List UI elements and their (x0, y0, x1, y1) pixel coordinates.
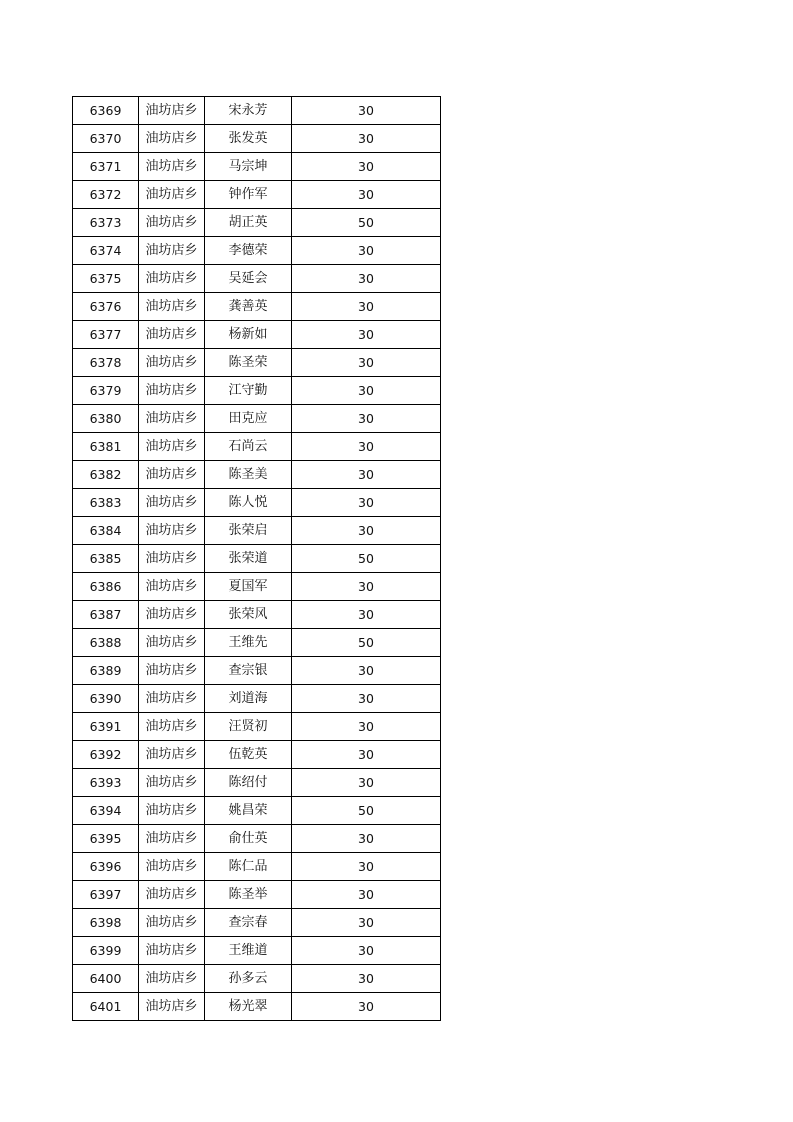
cell-id: 6386 (73, 573, 139, 601)
cell-id: 6392 (73, 741, 139, 769)
cell-name: 钟作军 (205, 181, 292, 209)
cell-town: 油坊店乡 (139, 573, 205, 601)
table-row (73, 265, 441, 293)
cell-name: 查宗春 (205, 909, 292, 937)
cell-amount: 30 (292, 125, 441, 153)
cell-amount: 30 (292, 909, 441, 937)
cell-amount: 30 (292, 601, 441, 629)
cell-id: 6396 (73, 853, 139, 881)
cell-amount: 30 (292, 405, 441, 433)
table-row (73, 321, 441, 349)
table-row (73, 153, 441, 181)
cell-id: 6387 (73, 601, 139, 629)
table-row (73, 433, 441, 461)
table-row (73, 657, 441, 685)
cell-amount: 30 (292, 377, 441, 405)
cell-town: 油坊店乡 (139, 769, 205, 797)
cell-name: 龚善英 (205, 293, 292, 321)
cell-name: 张荣道 (205, 545, 292, 573)
table-row (73, 489, 441, 517)
cell-amount: 30 (292, 321, 441, 349)
cell-town: 油坊店乡 (139, 545, 205, 573)
cell-amount: 30 (292, 181, 441, 209)
cell-amount: 30 (292, 993, 441, 1021)
cell-id: 6369 (73, 97, 139, 125)
cell-town: 油坊店乡 (139, 517, 205, 545)
cell-town: 油坊店乡 (139, 321, 205, 349)
cell-name: 王维先 (205, 629, 292, 657)
cell-town: 油坊店乡 (139, 461, 205, 489)
cell-name: 杨光翠 (205, 993, 292, 1021)
cell-town: 油坊店乡 (139, 349, 205, 377)
cell-name: 张荣启 (205, 517, 292, 545)
cell-amount: 50 (292, 209, 441, 237)
cell-id: 6399 (73, 937, 139, 965)
cell-town: 油坊店乡 (139, 265, 205, 293)
cell-town: 油坊店乡 (139, 293, 205, 321)
table-row (73, 797, 441, 825)
cell-name: 吴延会 (205, 265, 292, 293)
cell-name: 李德荣 (205, 237, 292, 265)
cell-amount: 50 (292, 545, 441, 573)
cell-amount: 30 (292, 881, 441, 909)
cell-name: 查宗银 (205, 657, 292, 685)
table-row (73, 377, 441, 405)
cell-id: 6382 (73, 461, 139, 489)
cell-id: 6400 (73, 965, 139, 993)
cell-town: 油坊店乡 (139, 825, 205, 853)
cell-id: 6388 (73, 629, 139, 657)
cell-amount: 30 (292, 769, 441, 797)
cell-name: 伍乾英 (205, 741, 292, 769)
cell-town: 油坊店乡 (139, 741, 205, 769)
cell-name: 宋永芳 (205, 97, 292, 125)
table-row (73, 209, 441, 237)
cell-id: 6372 (73, 181, 139, 209)
cell-amount: 30 (292, 657, 441, 685)
cell-amount: 30 (292, 965, 441, 993)
cell-town: 油坊店乡 (139, 797, 205, 825)
table-row (73, 685, 441, 713)
cell-name: 杨新如 (205, 321, 292, 349)
cell-name: 夏国军 (205, 573, 292, 601)
cell-id: 6374 (73, 237, 139, 265)
cell-town: 油坊店乡 (139, 713, 205, 741)
cell-id: 6376 (73, 293, 139, 321)
table-row (73, 97, 441, 125)
cell-name: 江守勤 (205, 377, 292, 405)
cell-id: 6393 (73, 769, 139, 797)
cell-town: 油坊店乡 (139, 937, 205, 965)
cell-name: 马宗坤 (205, 153, 292, 181)
cell-name: 汪贤初 (205, 713, 292, 741)
cell-town: 油坊店乡 (139, 657, 205, 685)
cell-id: 6381 (73, 433, 139, 461)
cell-amount: 30 (292, 237, 441, 265)
cell-amount: 30 (292, 349, 441, 377)
cell-town: 油坊店乡 (139, 405, 205, 433)
table-row (73, 825, 441, 853)
cell-name: 陈人悦 (205, 489, 292, 517)
cell-amount: 30 (292, 461, 441, 489)
table-row (73, 517, 441, 545)
cell-name: 刘道海 (205, 685, 292, 713)
cell-town: 油坊店乡 (139, 629, 205, 657)
cell-town: 油坊店乡 (139, 125, 205, 153)
cell-name: 姚昌荣 (205, 797, 292, 825)
cell-name: 陈圣举 (205, 881, 292, 909)
table-row (73, 993, 441, 1021)
table-row (73, 853, 441, 881)
cell-amount: 30 (292, 825, 441, 853)
cell-id: 6373 (73, 209, 139, 237)
cell-id: 6383 (73, 489, 139, 517)
cell-id: 6395 (73, 825, 139, 853)
table-row (73, 293, 441, 321)
cell-id: 6385 (73, 545, 139, 573)
cell-town: 油坊店乡 (139, 237, 205, 265)
cell-town: 油坊店乡 (139, 377, 205, 405)
cell-id: 6384 (73, 517, 139, 545)
cell-name: 陈圣荣 (205, 349, 292, 377)
cell-id: 6379 (73, 377, 139, 405)
table-row (73, 629, 441, 657)
cell-amount: 30 (292, 517, 441, 545)
table-row (73, 461, 441, 489)
cell-id: 6377 (73, 321, 139, 349)
cell-amount: 30 (292, 573, 441, 601)
cell-id: 6389 (73, 657, 139, 685)
table-row (73, 349, 441, 377)
cell-id: 6375 (73, 265, 139, 293)
cell-town: 油坊店乡 (139, 181, 205, 209)
table-row (73, 181, 441, 209)
cell-town: 油坊店乡 (139, 909, 205, 937)
cell-name: 孙多云 (205, 965, 292, 993)
cell-name: 陈仁品 (205, 853, 292, 881)
cell-amount: 30 (292, 293, 441, 321)
cell-town: 油坊店乡 (139, 153, 205, 181)
table-row (73, 405, 441, 433)
table-row (73, 125, 441, 153)
cell-amount: 30 (292, 265, 441, 293)
cell-id: 6401 (73, 993, 139, 1021)
cell-amount: 30 (292, 489, 441, 517)
cell-id: 6398 (73, 909, 139, 937)
cell-amount: 30 (292, 937, 441, 965)
table-row (73, 573, 441, 601)
cell-town: 油坊店乡 (139, 993, 205, 1021)
cell-name: 张荣风 (205, 601, 292, 629)
cell-town: 油坊店乡 (139, 209, 205, 237)
cell-name: 胡正英 (205, 209, 292, 237)
cell-town: 油坊店乡 (139, 433, 205, 461)
table-row (73, 909, 441, 937)
table-row (73, 937, 441, 965)
cell-amount: 30 (292, 685, 441, 713)
cell-name: 陈圣美 (205, 461, 292, 489)
cell-id: 6378 (73, 349, 139, 377)
cell-id: 6371 (73, 153, 139, 181)
table-row (73, 741, 441, 769)
cell-name: 陈绍付 (205, 769, 292, 797)
cell-amount: 50 (292, 629, 441, 657)
cell-town: 油坊店乡 (139, 881, 205, 909)
cell-name: 俞仕英 (205, 825, 292, 853)
table-row (73, 881, 441, 909)
data-table (72, 96, 441, 1021)
table-row (73, 713, 441, 741)
cell-town: 油坊店乡 (139, 489, 205, 517)
cell-amount: 30 (292, 741, 441, 769)
table-row (73, 237, 441, 265)
cell-town: 油坊店乡 (139, 685, 205, 713)
cell-amount: 50 (292, 797, 441, 825)
table-body (73, 97, 441, 1021)
table-row (73, 769, 441, 797)
cell-town: 油坊店乡 (139, 97, 205, 125)
cell-id: 6391 (73, 713, 139, 741)
cell-name: 石尚云 (205, 433, 292, 461)
cell-amount: 30 (292, 713, 441, 741)
cell-id: 6370 (73, 125, 139, 153)
cell-town: 油坊店乡 (139, 965, 205, 993)
cell-id: 6390 (73, 685, 139, 713)
cell-id: 6397 (73, 881, 139, 909)
cell-id: 6380 (73, 405, 139, 433)
cell-town: 油坊店乡 (139, 601, 205, 629)
cell-name: 王维道 (205, 937, 292, 965)
cell-name: 田克应 (205, 405, 292, 433)
cell-name: 张发英 (205, 125, 292, 153)
cell-amount: 30 (292, 153, 441, 181)
cell-id: 6394 (73, 797, 139, 825)
cell-town: 油坊店乡 (139, 853, 205, 881)
table-row (73, 545, 441, 573)
cell-amount: 30 (292, 97, 441, 125)
cell-amount: 30 (292, 853, 441, 881)
table-row (73, 965, 441, 993)
cell-amount: 30 (292, 433, 441, 461)
table-row (73, 601, 441, 629)
